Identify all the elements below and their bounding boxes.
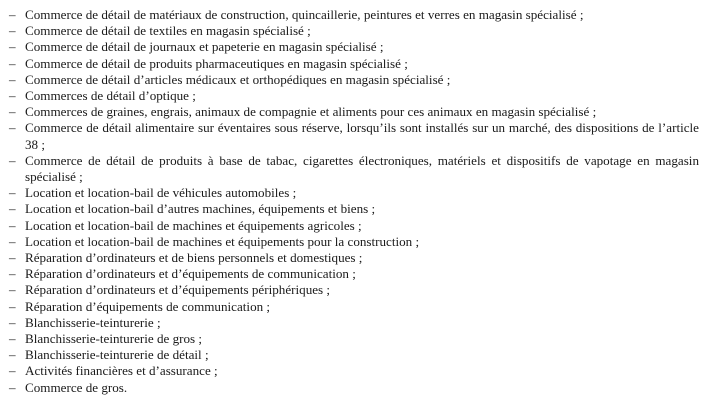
list-dash: – (9, 233, 16, 249)
list-item (9, 250, 699, 266)
list-dash: – (9, 185, 16, 201)
list-item (9, 185, 699, 201)
list-item (9, 7, 699, 23)
list-dash: – (9, 152, 16, 168)
activity-list (9, 7, 699, 396)
list-item-text: Location et location-bail d’autres machines, équipements et biens ; (25, 201, 376, 217)
list-item-text: Commerces de détail d’optique ; (25, 88, 196, 104)
list-item (9, 315, 699, 331)
list-item-text: Location et location-bail de machines et équipements agricoles ; (25, 217, 362, 233)
list-dash: – (9, 217, 16, 233)
list-item-text: Location et location-bail de véhicules automobiles ; (25, 185, 297, 201)
list-dash: – (9, 71, 16, 87)
list-item-text: Activités financières et d’assurance ; (25, 363, 218, 379)
list-item-text: Réparation d’ordinateurs et d’équipements périphériques ; (25, 282, 331, 298)
list-dash: – (9, 23, 16, 39)
list-item-text: Commerce de détail de journaux et papeterie en magasin spécialisé ; (25, 39, 384, 55)
list-item (9, 56, 699, 72)
list-item-text: Blanchisserie-teinturerie de détail ; (25, 347, 209, 363)
list-item-text: Commerce de détail de matériaux de construction, quincaillerie, peintures et verres en magasin spécialisé ; (25, 7, 584, 22)
document-page (9, 7, 699, 396)
list-item (9, 23, 699, 39)
list-dash: – (9, 314, 16, 330)
list-item (9, 88, 699, 104)
list-item (9, 331, 699, 347)
list-dash: – (9, 363, 16, 379)
list-dash: – (9, 55, 16, 71)
list-dash: – (9, 39, 16, 55)
list-item-text: Blanchisserie-teinturerie de gros ; (25, 331, 203, 347)
list-item (9, 380, 699, 396)
list-item-text: Commerce de détail d’articles médicaux et orthopédiques en magasin spécialisé ; (25, 71, 451, 87)
list-item (9, 234, 699, 250)
list-dash: – (9, 282, 16, 298)
list-item-text: Commerce de détail de textiles en magasin spécialisé ; (25, 23, 311, 39)
list-item (9, 39, 699, 55)
list-item-text: Location et location-bail de machines et équipements pour la construction ; (25, 233, 420, 249)
list-item-text: Commerce de détail de produits à base de tabac, cigarettes électroniques, matériels et dispositifs de vapotage en magasin spécialisé ; (25, 152, 699, 185)
list-item-text: Commerce de gros. (25, 379, 128, 395)
list-item (9, 282, 699, 298)
list-item (9, 104, 699, 120)
list-item-text: Réparation d’ordinateurs et de biens personnels et domestiques ; (25, 250, 363, 266)
list-dash: – (9, 88, 16, 104)
list-item (9, 218, 699, 234)
list-item-text: Blanchisserie-teinturerie ; (25, 314, 161, 330)
list-dash: – (9, 104, 16, 120)
list-item (9, 72, 699, 88)
list-item (9, 363, 699, 379)
list-item-text: Réparation d’équipements de communication ; (25, 298, 271, 314)
list-item-text: Commerces de graines, engrais, animaux de compagnie et aliments pour ces animaux en magasin spécialisé ; (25, 104, 597, 120)
list-dash: – (9, 250, 16, 266)
list-item (9, 299, 699, 315)
list-item (9, 201, 699, 217)
list-dash: – (9, 379, 16, 395)
list-item (9, 347, 699, 363)
list-item (9, 153, 699, 185)
list-dash: – (9, 298, 16, 314)
list-dash: – (9, 266, 16, 282)
list-item-text: Réparation d’ordinateurs et d’équipements de communication ; (25, 266, 356, 282)
list-item (9, 120, 699, 152)
list-dash: – (9, 331, 16, 347)
list-item-text: Commerce de détail de produits pharmaceutiques en magasin spécialisé ; (25, 55, 408, 71)
list-dash: – (9, 120, 16, 136)
list-dash: – (9, 7, 16, 22)
list-dash: – (9, 201, 16, 217)
list-item-text: Commerce de détail alimentaire sur éventaires sous réserve, lorsqu’ils sont installés sur un marché, des dispositions de l’article 38 ; (25, 120, 699, 152)
list-dash: – (9, 347, 16, 363)
list-item (9, 266, 699, 282)
